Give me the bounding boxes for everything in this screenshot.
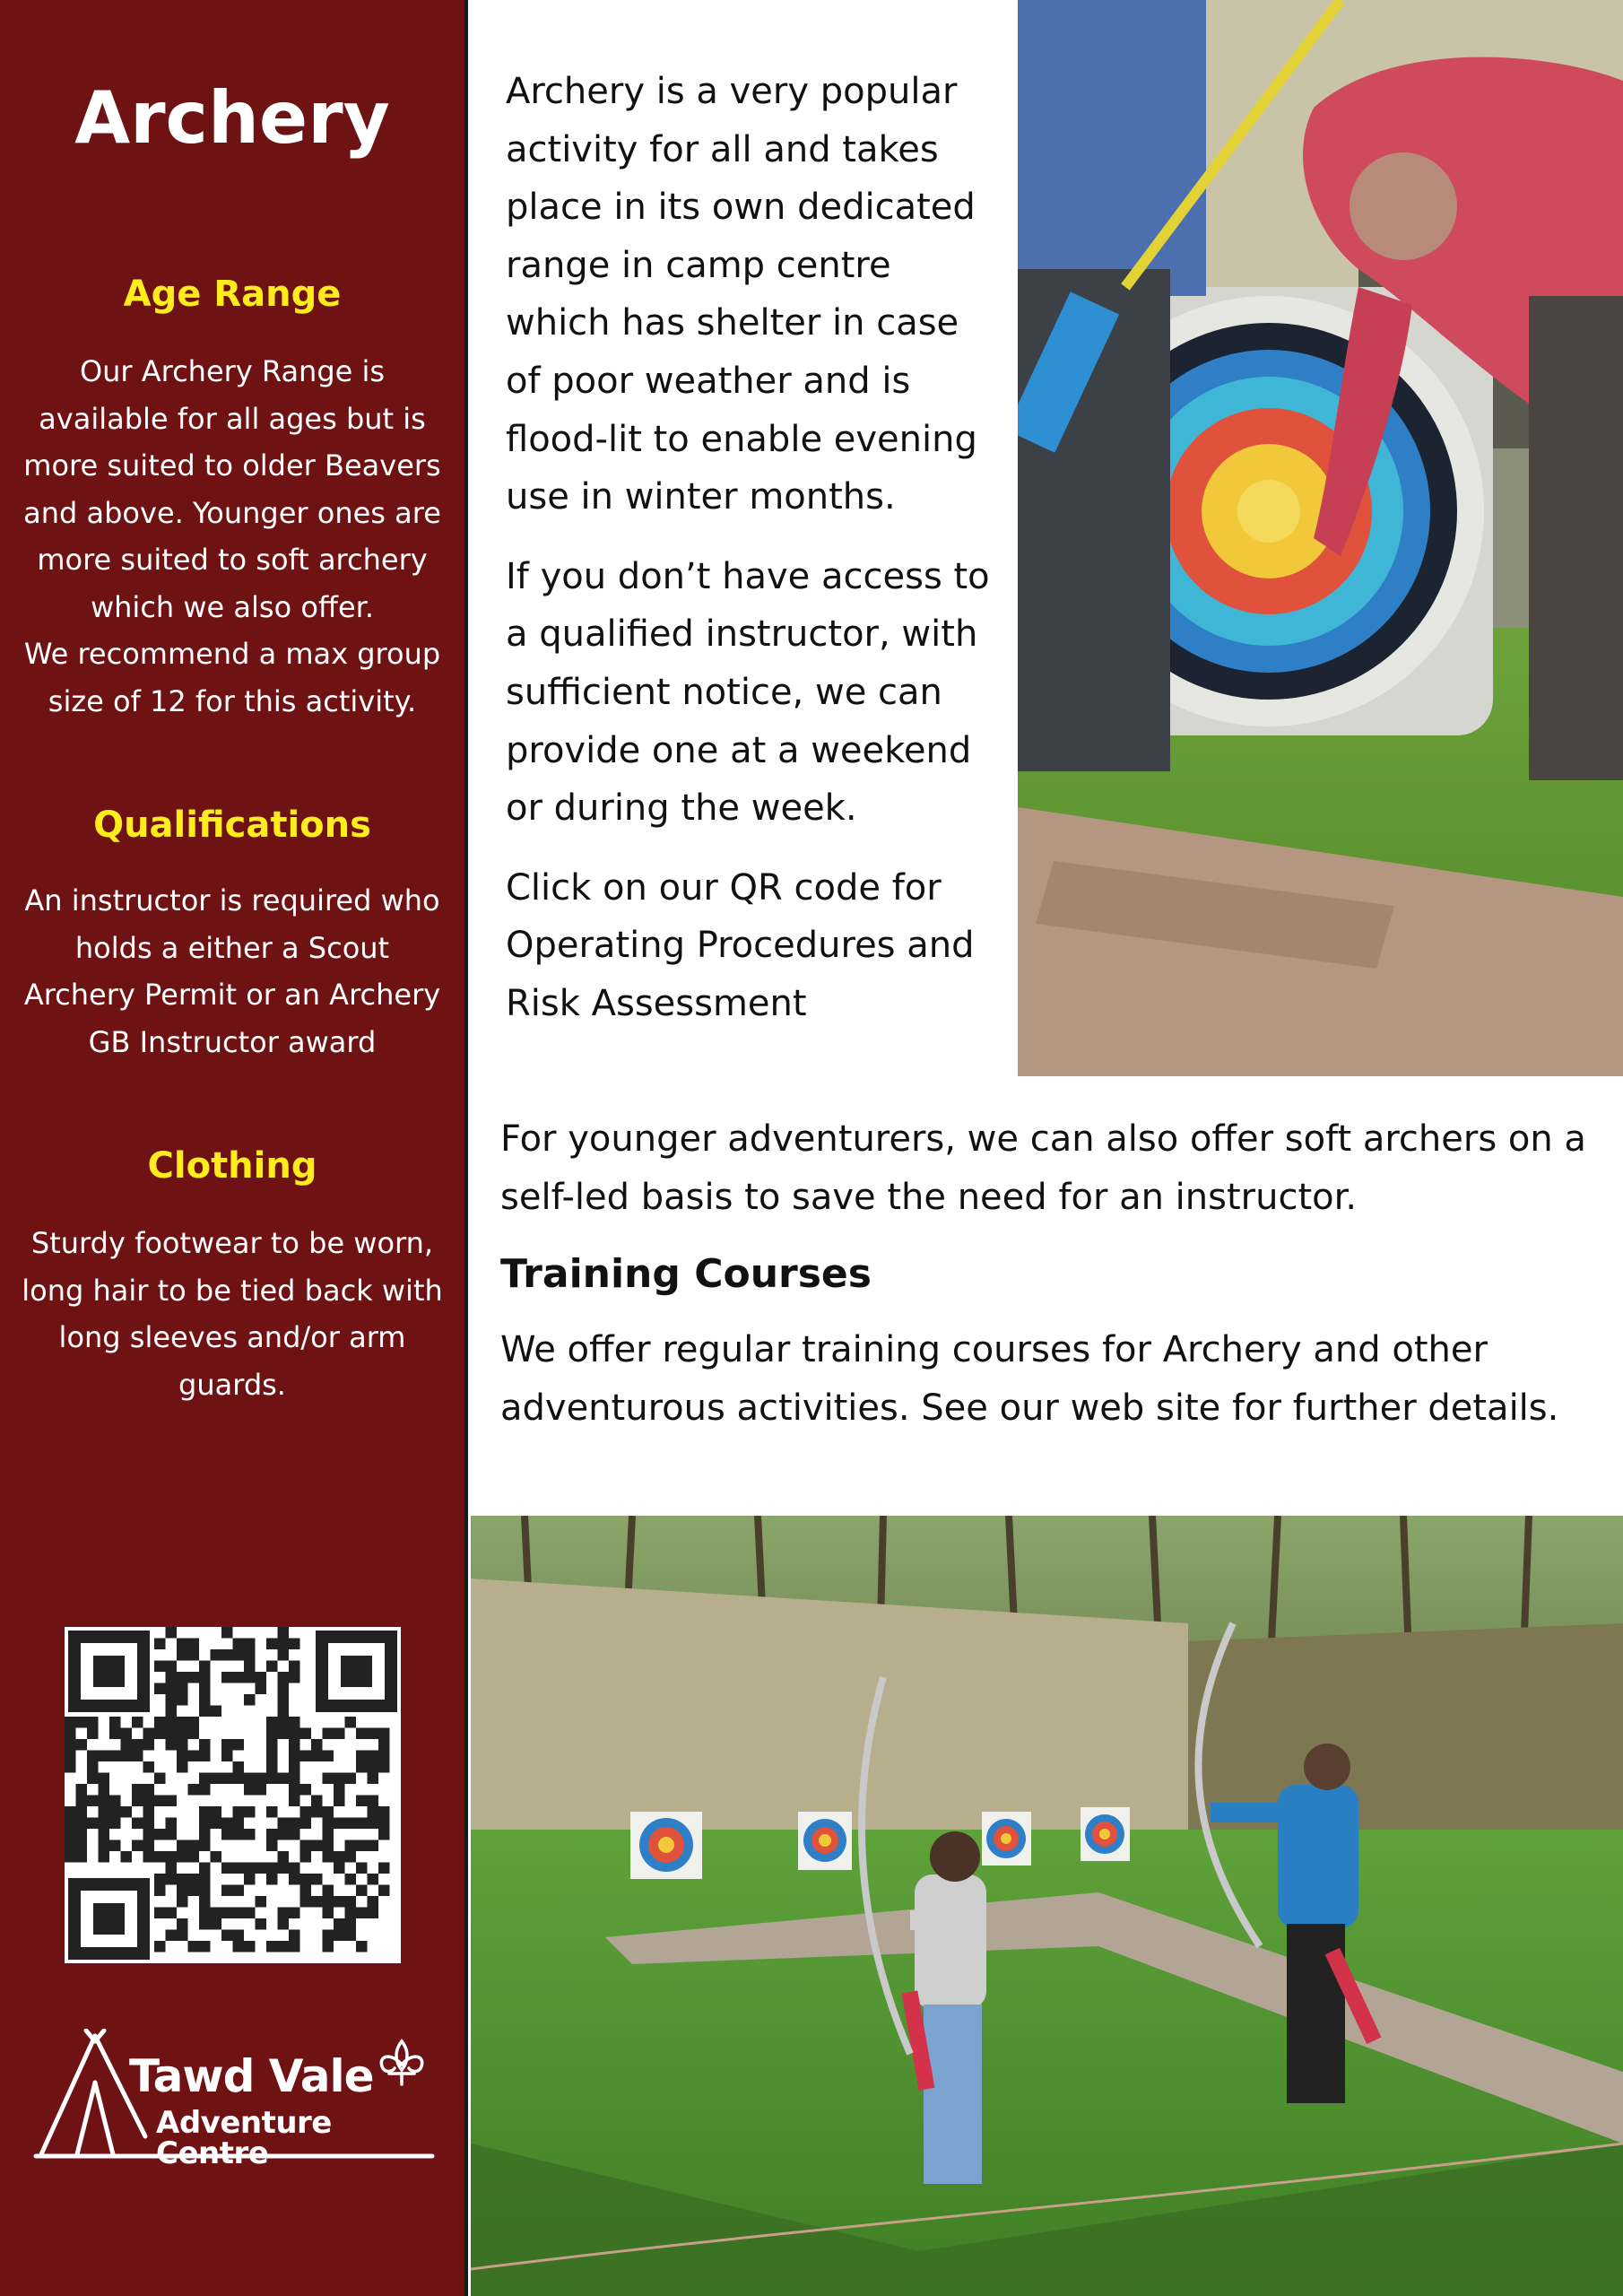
qr-code-icon[interactable]: [65, 1627, 401, 1963]
soft-archery-paragraph: For younger adventurers, we can also offer soft archers on a self-led basis to save the need for an instructor.: [500, 1118, 1586, 1218]
age-range-heading: Age Range: [123, 274, 342, 315]
age-range-text-main: Our Archery Range is available for all ages but is more suited to older Beavers and above. Younger ones are more suited to soft archery which we also offer.: [23, 354, 441, 624]
intro-paragraph-1: Archery is a very popular activity for all and takes place in its own dedicated range in camp centre which has shelter in case of poor weather and is flood-lit to enable evening use in winter months.: [506, 71, 977, 518]
training-courses-paragraph: We offer regular training courses for Archery and other adventurous activities. See our web site for further details.: [500, 1329, 1559, 1429]
qualifications-text: An instructor is required who holds a either a Scout Archery Permit or an Archery GB Instructor award: [23, 883, 441, 1059]
intro-paragraph-2: If you don’t have access to a qualified instructor, with sufficient notice, we can provide one at a weekend or during the week.: [506, 555, 990, 830]
fleur-de-lis-icon: [381, 2041, 421, 2084]
clothing-heading: Clothing: [147, 1145, 317, 1187]
clothing-text: Sturdy footwear to be worn, long hair to be tied back with long sleeves and/or arm guards.: [22, 1226, 443, 1402]
age-range-text: [16, 348, 448, 725]
sidebar: [0, 0, 468, 2296]
logo-line-1: Tawd Vale: [129, 2050, 374, 2102]
intro-paragraph-3: Click on our QR code for Operating Procedures and Risk Assessment: [506, 866, 975, 1024]
intro-section: [506, 63, 990, 1055]
logo-line-2: Adventure Centre: [156, 2105, 332, 2171]
qualifications-heading: Qualifications: [93, 804, 371, 846]
lower-text-section: [500, 1110, 1599, 1437]
tawd-vale-logo: [32, 2029, 436, 2171]
page-title: Archery: [74, 76, 390, 160]
age-range-text-group-size: We recommend a max group size of 12 for this activity.: [23, 637, 441, 718]
instructor-target-photo: [1018, 0, 1623, 1076]
training-courses-heading: Training Courses: [500, 1251, 872, 1298]
archers-range-photo: [471, 1516, 1623, 2296]
